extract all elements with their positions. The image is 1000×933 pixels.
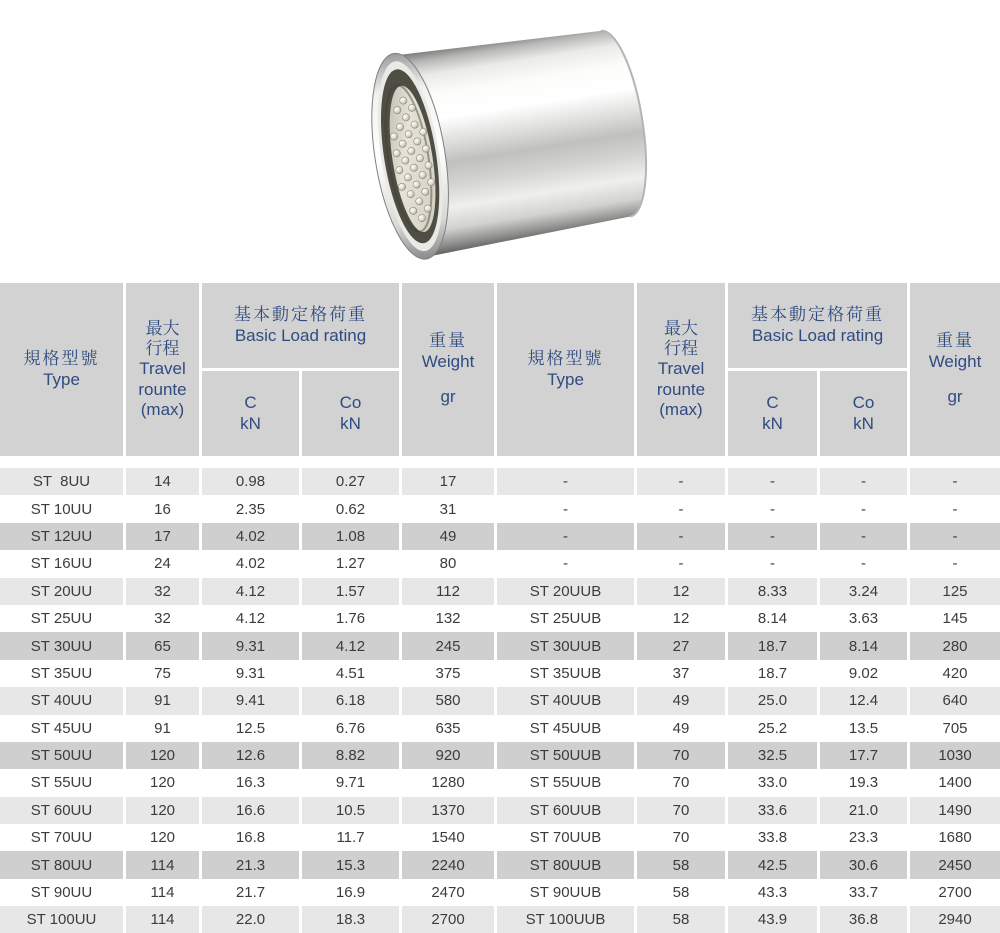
header-weight-right <box>910 283 1000 456</box>
cell-right-weight: 1400 <box>910 769 1000 796</box>
table-row <box>0 550 1000 577</box>
cell-right-weight: - <box>910 550 1000 577</box>
table-row <box>0 632 1000 659</box>
cell-right-travel: 70 <box>637 797 728 824</box>
cell-right-co: 17.7 <box>820 742 910 769</box>
cell-left-weight: 635 <box>402 715 497 742</box>
header-weight-left-zh: 重量 <box>429 330 467 350</box>
cell-left-travel: 120 <box>126 824 202 851</box>
cell-left-c: 16.8 <box>202 824 302 851</box>
cell-left-weight: 920 <box>402 742 497 769</box>
header-c-left-unit: kN <box>240 413 261 433</box>
cell-right-weight: - <box>910 468 1000 495</box>
cell-left-weight: 375 <box>402 660 497 687</box>
header-c-left-label: C <box>244 392 257 412</box>
cell-left-travel: 120 <box>126 769 202 796</box>
cell-left-travel: 120 <box>126 797 202 824</box>
table-row <box>0 797 1000 824</box>
cell-right-c: 43.9 <box>728 906 820 933</box>
cell-left-travel: 91 <box>126 715 202 742</box>
table-row <box>0 742 1000 769</box>
cell-right-co: - <box>820 495 910 522</box>
cell-left-weight: 49 <box>402 523 497 550</box>
header-load-group-right-en: Basic Load rating <box>751 325 884 345</box>
cell-right-co: 9.02 <box>820 660 910 687</box>
cell-right-type: ST 50UUB <box>497 742 637 769</box>
cell-left-travel: 120 <box>126 742 202 769</box>
cell-right-c: 8.14 <box>728 605 820 632</box>
cell-left-c: 4.02 <box>202 550 302 577</box>
header-weight-right-zh: 重量 <box>936 330 974 350</box>
cell-left-type: ST 10UU <box>0 495 126 522</box>
cell-left-co: 15.3 <box>302 851 402 878</box>
cell-left-travel: 114 <box>126 851 202 878</box>
cell-right-co: 3.63 <box>820 605 910 632</box>
cell-right-co: 21.0 <box>820 797 910 824</box>
cell-right-c: 42.5 <box>728 851 820 878</box>
cell-left-c: 9.31 <box>202 632 302 659</box>
cell-left-type: ST 55UU <box>0 769 126 796</box>
cell-left-co: 6.76 <box>302 715 402 742</box>
cell-right-type: ST 35UUB <box>497 660 637 687</box>
spec-table <box>0 283 1000 933</box>
cell-left-c: 9.41 <box>202 687 302 714</box>
header-type-right-zh: 規格型號 <box>527 348 604 368</box>
cell-left-travel: 114 <box>126 879 202 906</box>
header-co-right-label: Co <box>852 392 875 412</box>
header-travel-left-line2: 行程 <box>145 339 180 359</box>
cell-right-co: 13.5 <box>820 715 910 742</box>
cell-left-weight: 112 <box>402 578 497 605</box>
header-c-left <box>202 371 302 456</box>
header-travel-left-line1: 最大 <box>145 319 180 339</box>
cell-left-c: 16.6 <box>202 797 302 824</box>
cell-right-c: 33.0 <box>728 769 820 796</box>
cell-right-co: 12.4 <box>820 687 910 714</box>
cell-left-weight: 1370 <box>402 797 497 824</box>
header-type-right <box>497 283 637 456</box>
cell-left-travel: 75 <box>126 660 202 687</box>
cell-left-type: ST 25UU <box>0 605 126 632</box>
cell-right-co: 23.3 <box>820 824 910 851</box>
header-travel-left-line5: (max) <box>140 399 185 419</box>
cell-right-type: ST 20UUB <box>497 578 637 605</box>
table-row <box>0 715 1000 742</box>
cell-left-weight: 2240 <box>402 851 497 878</box>
cell-left-co: 11.7 <box>302 824 402 851</box>
header-travel-right-line2: 行程 <box>664 339 698 359</box>
cell-right-c: 18.7 <box>728 660 820 687</box>
table-row <box>0 906 1000 933</box>
cell-right-weight: 1680 <box>910 824 1000 851</box>
table-row <box>0 495 1000 522</box>
spec-table-header <box>0 283 1000 456</box>
cell-left-co: 0.62 <box>302 495 402 522</box>
linear-bearing-photo <box>295 4 705 280</box>
cell-right-travel: - <box>637 523 728 550</box>
cell-right-type: ST 70UUB <box>497 824 637 851</box>
cell-right-c: - <box>728 468 820 495</box>
cell-left-weight: 31 <box>402 495 497 522</box>
cell-right-c: 8.33 <box>728 578 820 605</box>
cell-left-co: 1.27 <box>302 550 402 577</box>
cell-right-type: ST 25UUB <box>497 605 637 632</box>
cell-left-co: 8.82 <box>302 742 402 769</box>
header-type-left-en: Type <box>43 369 80 389</box>
cell-left-co: 1.08 <box>302 523 402 550</box>
cell-right-co: - <box>820 468 910 495</box>
table-row <box>0 578 1000 605</box>
cell-left-co: 6.18 <box>302 687 402 714</box>
cell-right-weight: 280 <box>910 632 1000 659</box>
cell-right-type: ST 45UUB <box>497 715 637 742</box>
header-travel-left <box>126 283 202 456</box>
cell-right-c: 33.8 <box>728 824 820 851</box>
cell-left-travel: 65 <box>126 632 202 659</box>
cell-left-type: ST 100UU <box>0 906 126 933</box>
cell-left-type: ST 90UU <box>0 879 126 906</box>
cell-left-c: 2.35 <box>202 495 302 522</box>
cell-right-co: 36.8 <box>820 906 910 933</box>
cell-right-travel: 70 <box>637 824 728 851</box>
cell-right-co: 33.7 <box>820 879 910 906</box>
cell-right-travel: 27 <box>637 632 728 659</box>
cell-left-type: ST 45UU <box>0 715 126 742</box>
header-weight-right-en: Weight <box>928 351 982 371</box>
cell-right-travel: - <box>637 468 728 495</box>
cell-left-c: 9.31 <box>202 660 302 687</box>
cell-right-weight: - <box>910 495 1000 522</box>
cell-right-travel: 58 <box>637 879 728 906</box>
cell-right-type: ST 90UUB <box>497 879 637 906</box>
table-row <box>0 468 1000 495</box>
cell-left-c: 21.7 <box>202 879 302 906</box>
cell-left-type: ST 12UU <box>0 523 126 550</box>
spec-table-body <box>0 456 1000 933</box>
cell-right-weight: 420 <box>910 660 1000 687</box>
cell-left-travel: 91 <box>126 687 202 714</box>
header-weight-left-en: Weight <box>421 351 475 371</box>
header-travel-left-line4: rounte <box>138 379 187 399</box>
cell-right-type: ST 40UUB <box>497 687 637 714</box>
cell-right-type: ST 30UUB <box>497 632 637 659</box>
cell-left-weight: 17 <box>402 468 497 495</box>
header-co-right <box>820 371 910 456</box>
header-c-right-unit: kN <box>762 413 783 433</box>
table-row <box>0 769 1000 796</box>
header-type-left <box>0 283 126 456</box>
cell-left-c: 12.5 <box>202 715 302 742</box>
cell-right-c: - <box>728 550 820 577</box>
cell-left-c: 16.3 <box>202 769 302 796</box>
cell-left-co: 1.76 <box>302 605 402 632</box>
cell-left-weight: 2700 <box>402 906 497 933</box>
cell-left-co: 4.12 <box>302 632 402 659</box>
cell-right-weight: 125 <box>910 578 1000 605</box>
product-photo-area <box>0 0 1000 283</box>
cell-right-type: - <box>497 550 637 577</box>
cell-right-c: 33.6 <box>728 797 820 824</box>
cell-left-weight: 1540 <box>402 824 497 851</box>
table-row <box>0 523 1000 550</box>
cell-right-weight: 2450 <box>910 851 1000 878</box>
cell-left-co: 0.27 <box>302 468 402 495</box>
header-travel-right-line4: rounte <box>656 379 706 399</box>
cell-right-weight: - <box>910 523 1000 550</box>
cell-right-weight: 640 <box>910 687 1000 714</box>
cell-right-c: 32.5 <box>728 742 820 769</box>
cell-right-co: 8.14 <box>820 632 910 659</box>
header-co-left-unit: kN <box>340 413 361 433</box>
header-travel-right <box>637 283 728 456</box>
cell-left-type: ST 16UU <box>0 550 126 577</box>
cell-right-type: - <box>497 523 637 550</box>
cell-left-type: ST 40UU <box>0 687 126 714</box>
header-body-gap <box>0 456 1000 468</box>
cell-left-c: 4.12 <box>202 605 302 632</box>
cell-right-type: - <box>497 495 637 522</box>
cell-left-type: ST 8UU <box>0 468 126 495</box>
cell-right-c: 18.7 <box>728 632 820 659</box>
cell-left-travel: 24 <box>126 550 202 577</box>
header-co-left-label: Co <box>339 392 362 412</box>
cell-left-c: 12.6 <box>202 742 302 769</box>
cell-left-travel: 17 <box>126 523 202 550</box>
cell-right-type: ST 55UUB <box>497 769 637 796</box>
header-weight-left <box>402 283 497 456</box>
cell-left-co: 18.3 <box>302 906 402 933</box>
cell-left-co: 4.51 <box>302 660 402 687</box>
table-row <box>0 605 1000 632</box>
cell-right-travel: - <box>637 495 728 522</box>
header-weight-left-unit: gr <box>440 387 456 407</box>
cell-right-travel: 58 <box>637 851 728 878</box>
table-row <box>0 824 1000 851</box>
cell-right-co: - <box>820 523 910 550</box>
cell-left-co: 10.5 <box>302 797 402 824</box>
cell-left-travel: 32 <box>126 605 202 632</box>
header-type-left-zh: 規格型號 <box>23 348 100 368</box>
header-type-right-en: Type <box>547 369 584 389</box>
cell-right-travel: 12 <box>637 605 728 632</box>
cell-right-c: 25.0 <box>728 687 820 714</box>
cell-left-weight: 245 <box>402 632 497 659</box>
cell-left-type: ST 50UU <box>0 742 126 769</box>
cell-left-co: 1.57 <box>302 578 402 605</box>
cell-left-type: ST 30UU <box>0 632 126 659</box>
header-travel-right-line5: (max) <box>659 399 703 419</box>
cell-left-type: ST 60UU <box>0 797 126 824</box>
header-load-group-left-zh: 基本動定格荷重 <box>234 304 367 324</box>
table-row <box>0 660 1000 687</box>
cell-right-type: ST 80UUB <box>497 851 637 878</box>
cell-left-travel: 32 <box>126 578 202 605</box>
cell-right-co: - <box>820 550 910 577</box>
cell-right-co: 3.24 <box>820 578 910 605</box>
header-weight-right-unit: gr <box>947 387 963 407</box>
header-co-right-unit: kN <box>853 413 874 433</box>
header-co-left <box>302 371 402 456</box>
cell-left-weight: 132 <box>402 605 497 632</box>
cell-right-travel: - <box>637 550 728 577</box>
header-c-right-label: C <box>766 392 779 412</box>
cell-left-weight: 2470 <box>402 879 497 906</box>
cell-left-co: 9.71 <box>302 769 402 796</box>
cell-right-travel: 49 <box>637 687 728 714</box>
cell-right-type: ST 60UUB <box>497 797 637 824</box>
cell-left-co: 16.9 <box>302 879 402 906</box>
cell-left-travel: 14 <box>126 468 202 495</box>
header-load-group-right <box>728 283 910 371</box>
cell-left-c: 21.3 <box>202 851 302 878</box>
cell-right-travel: 70 <box>637 742 728 769</box>
header-travel-right-line1: 最大 <box>664 319 698 339</box>
cell-left-weight: 580 <box>402 687 497 714</box>
cell-right-c: 43.3 <box>728 879 820 906</box>
cell-left-travel: 114 <box>126 906 202 933</box>
table-row <box>0 879 1000 906</box>
header-travel-right-line3: Travel <box>657 359 705 379</box>
cell-right-travel: 70 <box>637 769 728 796</box>
cell-right-travel: 12 <box>637 578 728 605</box>
cell-right-c: 25.2 <box>728 715 820 742</box>
cell-right-weight: 2940 <box>910 906 1000 933</box>
cell-right-travel: 37 <box>637 660 728 687</box>
cell-right-weight: 2700 <box>910 879 1000 906</box>
cell-right-co: 30.6 <box>820 851 910 878</box>
cell-left-weight: 1280 <box>402 769 497 796</box>
cell-left-travel: 16 <box>126 495 202 522</box>
cell-right-weight: 1490 <box>910 797 1000 824</box>
cell-left-weight: 80 <box>402 550 497 577</box>
cell-left-type: ST 35UU <box>0 660 126 687</box>
cell-right-travel: 58 <box>637 906 728 933</box>
cell-right-weight: 1030 <box>910 742 1000 769</box>
cell-right-type: - <box>497 468 637 495</box>
table-row <box>0 851 1000 878</box>
cell-right-c: - <box>728 495 820 522</box>
header-load-group-right-zh: 基本動定格荷重 <box>751 304 884 324</box>
table-row <box>0 687 1000 714</box>
cell-left-c: 22.0 <box>202 906 302 933</box>
cell-left-c: 4.02 <box>202 523 302 550</box>
header-load-group-left <box>202 283 402 371</box>
cell-right-travel: 49 <box>637 715 728 742</box>
cell-right-co: 19.3 <box>820 769 910 796</box>
cell-left-c: 4.12 <box>202 578 302 605</box>
cell-right-type: ST 100UUB <box>497 906 637 933</box>
cell-left-type: ST 70UU <box>0 824 126 851</box>
header-travel-left-line3: Travel <box>139 359 186 379</box>
cell-right-weight: 705 <box>910 715 1000 742</box>
cell-left-type: ST 80UU <box>0 851 126 878</box>
header-load-group-left-en: Basic Load rating <box>234 325 367 345</box>
cell-right-weight: 145 <box>910 605 1000 632</box>
cell-right-c: - <box>728 523 820 550</box>
cell-left-type: ST 20UU <box>0 578 126 605</box>
cell-left-c: 0.98 <box>202 468 302 495</box>
header-c-right <box>728 371 820 456</box>
